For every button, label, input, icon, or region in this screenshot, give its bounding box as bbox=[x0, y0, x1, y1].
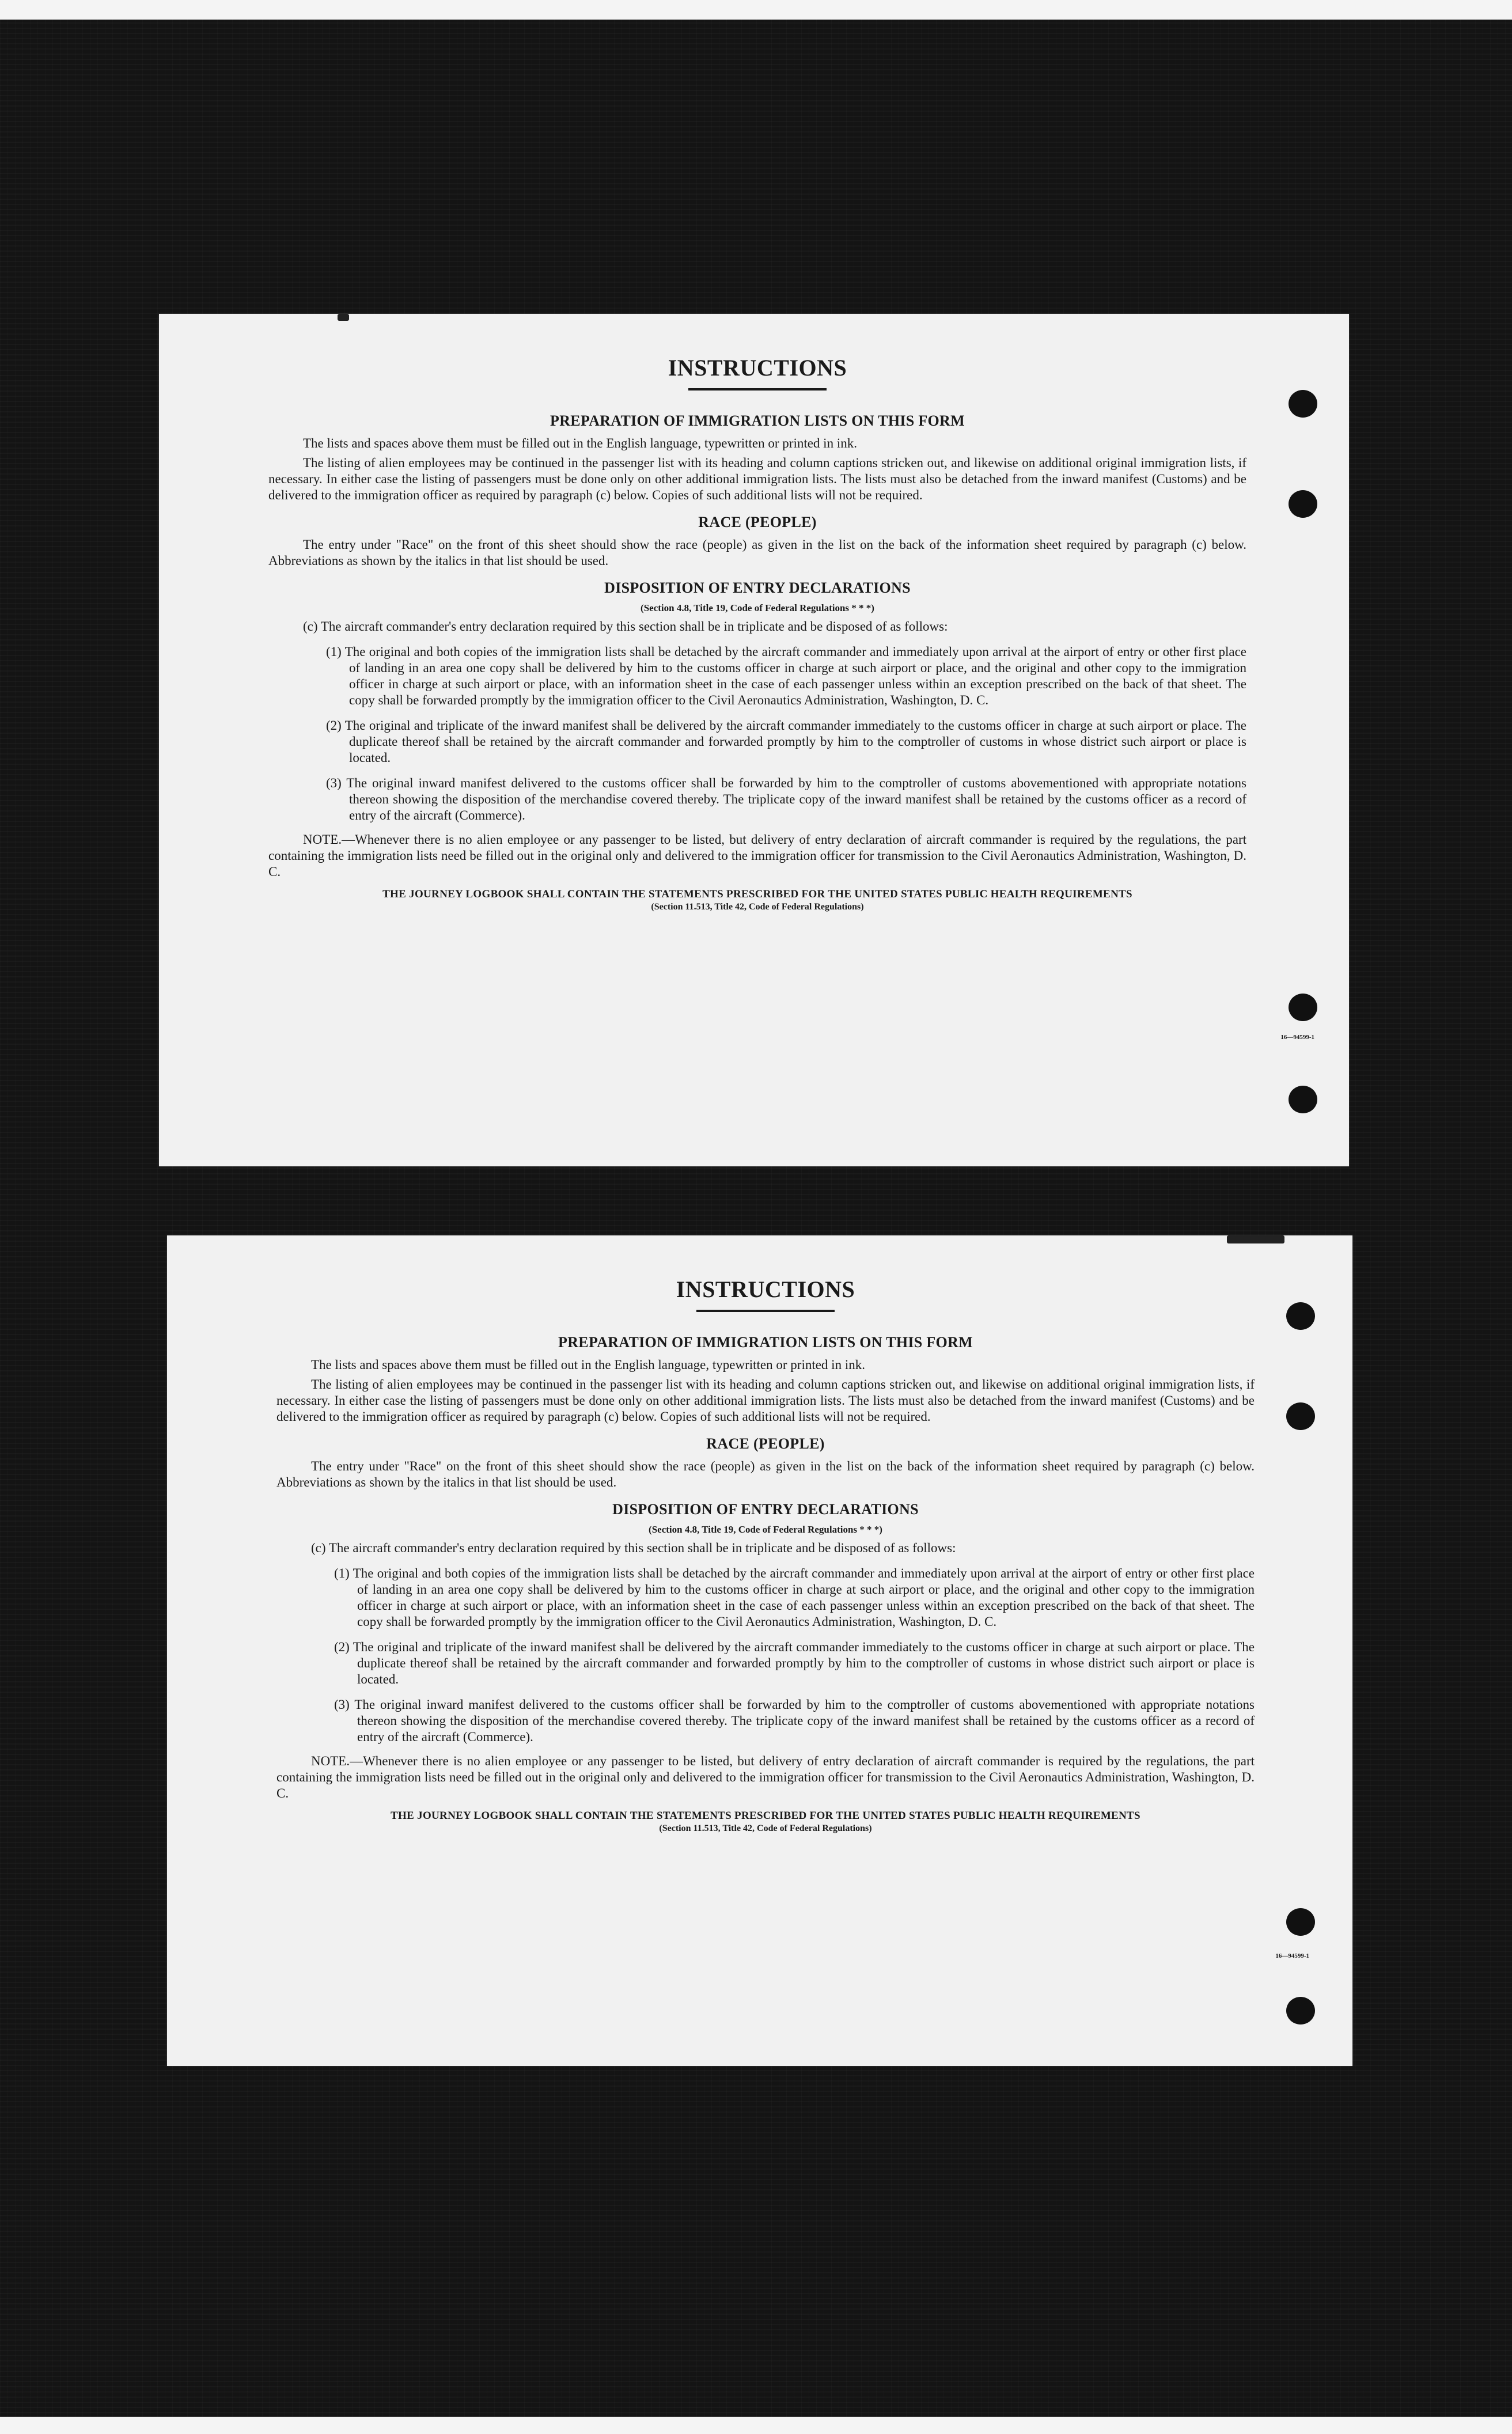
paper-smudge bbox=[1227, 1235, 1284, 1243]
section-heading-disposition: DISPOSITION OF ENTRY DECLARATIONS bbox=[604, 579, 911, 596]
title-rule bbox=[696, 1310, 835, 1312]
journey-logbook-citation: (Section 11.513, Title 42, Code of Federal Regulations) bbox=[659, 1823, 872, 1833]
paragraph-prep-1: The lists and spaces above them must be filled out in the English language, typewritten or printed in ink. bbox=[311, 1358, 865, 1372]
section-heading-preparation: PREPARATION OF IMMIGRATION LISTS ON THIS FORM bbox=[550, 412, 965, 429]
page-title: INSTRUCTIONS bbox=[668, 355, 847, 381]
paragraph-c: (c) The aircraft commander's entry declaration required by this section shall be in triplicate and be disposed of as follows: bbox=[311, 1541, 956, 1555]
form-number: 16—94599-1 bbox=[1280, 1034, 1314, 1041]
punch-hole bbox=[1289, 1086, 1317, 1113]
punch-hole bbox=[1286, 1302, 1315, 1330]
list-item-2: (2) The original and triplicate of the inward manifest shall be delivered by the aircraft commander immediately to the customs officer in charge at such airport or place. The duplicate thereof shall be retained by the aircraft commander and forwarded promptly by him to the comptroller of customs in whose district such airport or place is located. bbox=[326, 718, 1246, 765]
list-item-2: (2) The original and triplicate of the inward manifest shall be delivered by the aircraft commander immediately to the customs officer in charge at such airport or place. The duplicate thereof shall be retained by the aircraft commander and forwarded promptly by him to the comptroller of customs in whose district such airport or place is located. bbox=[334, 1640, 1255, 1686]
sheet-content bbox=[268, 354, 1246, 912]
note-paragraph: NOTE.—Whenever there is no alien employee or any passenger to be listed, but delivery of entry declaration of aircraft commander is required by the regulations, the part containing the immigration lists need be filled out in the original only and delivered to the immigration officer for transmission to the Civil Aeronautics Administration, Washington, D. C. bbox=[268, 832, 1246, 879]
paragraph-race: The entry under "Race" on the front of this sheet should show the race (people) as given in the list on the back of the information sheet required by paragraph (c) below. Abbreviations as shown by the italics in that list should be used. bbox=[268, 537, 1246, 568]
section-heading-disposition: DISPOSITION OF ENTRY DECLARATIONS bbox=[612, 1501, 919, 1518]
section-heading-race: RACE (PEOPLE) bbox=[706, 1435, 825, 1452]
paragraph-race: The entry under "Race" on the front of this sheet should show the race (people) as given in the list on the back of the information sheet required by paragraph (c) below. Abbreviations as shown by the italics in that list should be used. bbox=[276, 1459, 1255, 1489]
sheet-content bbox=[276, 1276, 1255, 1834]
note-paragraph: NOTE.—Whenever there is no alien employee or any passenger to be listed, but delivery of entry declaration of aircraft commander is required by the regulations, the part containing the immigration lists need be filled out in the original only and delivered to the immigration officer for transmission to the Civil Aeronautics Administration, Washington, D. C. bbox=[276, 1754, 1255, 1800]
punch-hole bbox=[1289, 390, 1317, 418]
paragraph-prep-2: The listing of alien employees may be continued in the passenger list with its heading and column captions stricken out, and likewise on additional original immigration lists, if necessary. In either case the listing of passengers must be done only on other additional immigration lists. The lists must also be detached from the inward manifest (Customs) and be delivered to the immigration officer as required by paragraph (c) below. Copies of such additional lists will not be required. bbox=[276, 1377, 1255, 1424]
journey-logbook-statement: THE JOURNEY LOGBOOK SHALL CONTAIN THE STATEMENTS PRESCRIBED FOR THE UNITED STATES PUBLIC HEALTH REQUIREMENTS bbox=[391, 1810, 1140, 1822]
title-rule bbox=[688, 388, 827, 390]
form-number: 16—94599-1 bbox=[1275, 1952, 1309, 1959]
list-item-3: (3) The original inward manifest delivered to the customs officer shall be forwarded by him to the comptroller of customs abovementioned with appropriate notations thereon showing the disposition of the merchandise covered thereby. The triplicate copy of the inward manifest shall be retained by the customs officer as a record of entry of the aircraft (Commerce). bbox=[326, 776, 1246, 822]
paragraph-prep-1: The lists and spaces above them must be filled out in the English language, typewritten or printed in ink. bbox=[303, 436, 857, 450]
paragraph-c: (c) The aircraft commander's entry declaration required by this section shall be in triplicate and be disposed of as follows: bbox=[303, 619, 948, 634]
section-heading-race: RACE (PEOPLE) bbox=[698, 514, 817, 530]
list-item-3: (3) The original inward manifest delivered to the customs officer shall be forwarded by him to the comptroller of customs abovementioned with appropriate notations thereon showing the disposition of the merchandise covered thereby. The triplicate copy of the inward manifest shall be retained by the customs officer as a record of entry of the aircraft (Commerce). bbox=[334, 1697, 1255, 1744]
film-border-top bbox=[0, 0, 1512, 20]
page-title: INSTRUCTIONS bbox=[676, 1276, 855, 1302]
journey-logbook-citation: (Section 11.513, Title 42, Code of Federal Regulations) bbox=[651, 902, 864, 912]
paper-smudge bbox=[338, 314, 349, 321]
paragraph-prep-2: The listing of alien employees may be continued in the passenger list with its heading and column captions stricken out, and likewise on additional original immigration lists, if necessary. In either case the listing of passengers must be done only on other additional immigration lists. The lists must also be detached from the inward manifest (Customs) and be delivered to the immigration officer as required by paragraph (c) below. Copies of such additional lists will not be required. bbox=[268, 456, 1246, 502]
punch-hole bbox=[1286, 1908, 1315, 1936]
punch-hole bbox=[1289, 994, 1317, 1021]
list-item-1: (1) The original and both copies of the immigration lists shall be detached by the aircraft commander and immediately upon arrival at the airport of entry or other first place of landing in an area one copy shall be delivered by him to the customs officer in charge at such airport or place, and the original and other copy to the immigration officer in charge at such airport or place, with an information sheet in the case of each passenger unless within an exception prescribed on the back of that sheet. The copy shall be forwarded promptly by the immigration officer to the Civil Aeronautics Administration, Washington, D. C. bbox=[326, 644, 1246, 707]
disposition-citation: (Section 4.8, Title 19, Code of Federal Regulations * * *) bbox=[649, 1524, 882, 1535]
instruction-sheet-lower bbox=[167, 1235, 1352, 2066]
instruction-sheet-upper bbox=[159, 314, 1349, 1166]
punch-hole bbox=[1286, 1997, 1315, 2024]
punch-hole bbox=[1286, 1402, 1315, 1430]
film-border-bottom bbox=[0, 2417, 1512, 2434]
journey-logbook-statement: THE JOURNEY LOGBOOK SHALL CONTAIN THE STATEMENTS PRESCRIBED FOR THE UNITED STATES PUBLIC HEALTH REQUIREMENTS bbox=[382, 888, 1132, 900]
disposition-citation: (Section 4.8, Title 19, Code of Federal Regulations * * *) bbox=[641, 602, 874, 613]
punch-hole bbox=[1289, 490, 1317, 518]
section-heading-preparation: PREPARATION OF IMMIGRATION LISTS ON THIS FORM bbox=[558, 1334, 973, 1351]
list-item-1: (1) The original and both copies of the immigration lists shall be detached by the aircraft commander and immediately upon arrival at the airport of entry or other first place of landing in an area one copy shall be delivered by him to the customs officer in charge at such airport or place, and the original and other copy to the immigration officer in charge at such airport or place, with an information sheet in the case of each passenger unless within an exception prescribed on the back of that sheet. The copy shall be forwarded promptly by the immigration officer to the Civil Aeronautics Administration, Washington, D. C. bbox=[334, 1566, 1255, 1629]
